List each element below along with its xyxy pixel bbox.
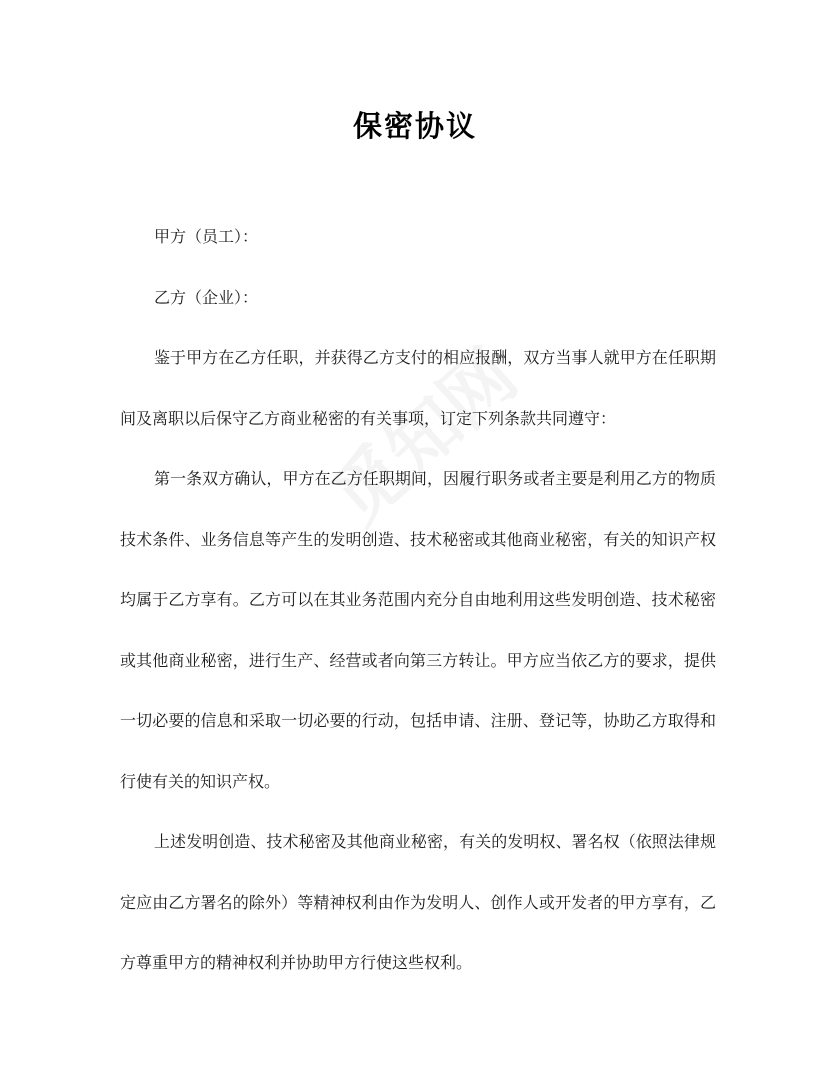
document-title: 保密协议 — [352, 109, 477, 143]
moral-rights-paragraph: 上述发明创造、技术秘密及其他商业秘密，有关的发明权、署名权（依照法律规定应由乙方署名的除外）等精神权利由作为发明人、创作人或开发者的甲方享有，乙方尊重甲方的精神权利并协助甲方行使这些权利。 — [120, 832, 716, 972]
document-body — [120, 207, 716, 994]
party-a-line: 甲方（员工）： — [154, 227, 259, 246]
preamble-paragraph: 鉴于甲方在乙方任职，并获得乙方支付的相应报酬，双方当事人就甲方在任职期间及离职以后保守乙方商业秘密的有关事项，订定下列条款共同遵守： — [120, 348, 716, 428]
party-b-line: 乙方（企业）： — [154, 287, 259, 307]
article-one-paragraph: 第一条双方确认，甲方在乙方任职期间，因履行职务或者主要是利用乙方的物质技术条件、业务信息等产生的发明创造、技术秘密或其他商业秘密，有关的知识产权均属于乙方享有。乙方可以在其业务范围内充分自由地利用这些发明创造、技术秘密或其他商业秘密，进行生产、经营或者向第三方转让。甲方应当依乙方的要求，提供一切必要的信息和采取一切必要的行动，包括申请、注册、登记等，协助乙方取得和行使有关的知识产权。 — [120, 469, 716, 791]
